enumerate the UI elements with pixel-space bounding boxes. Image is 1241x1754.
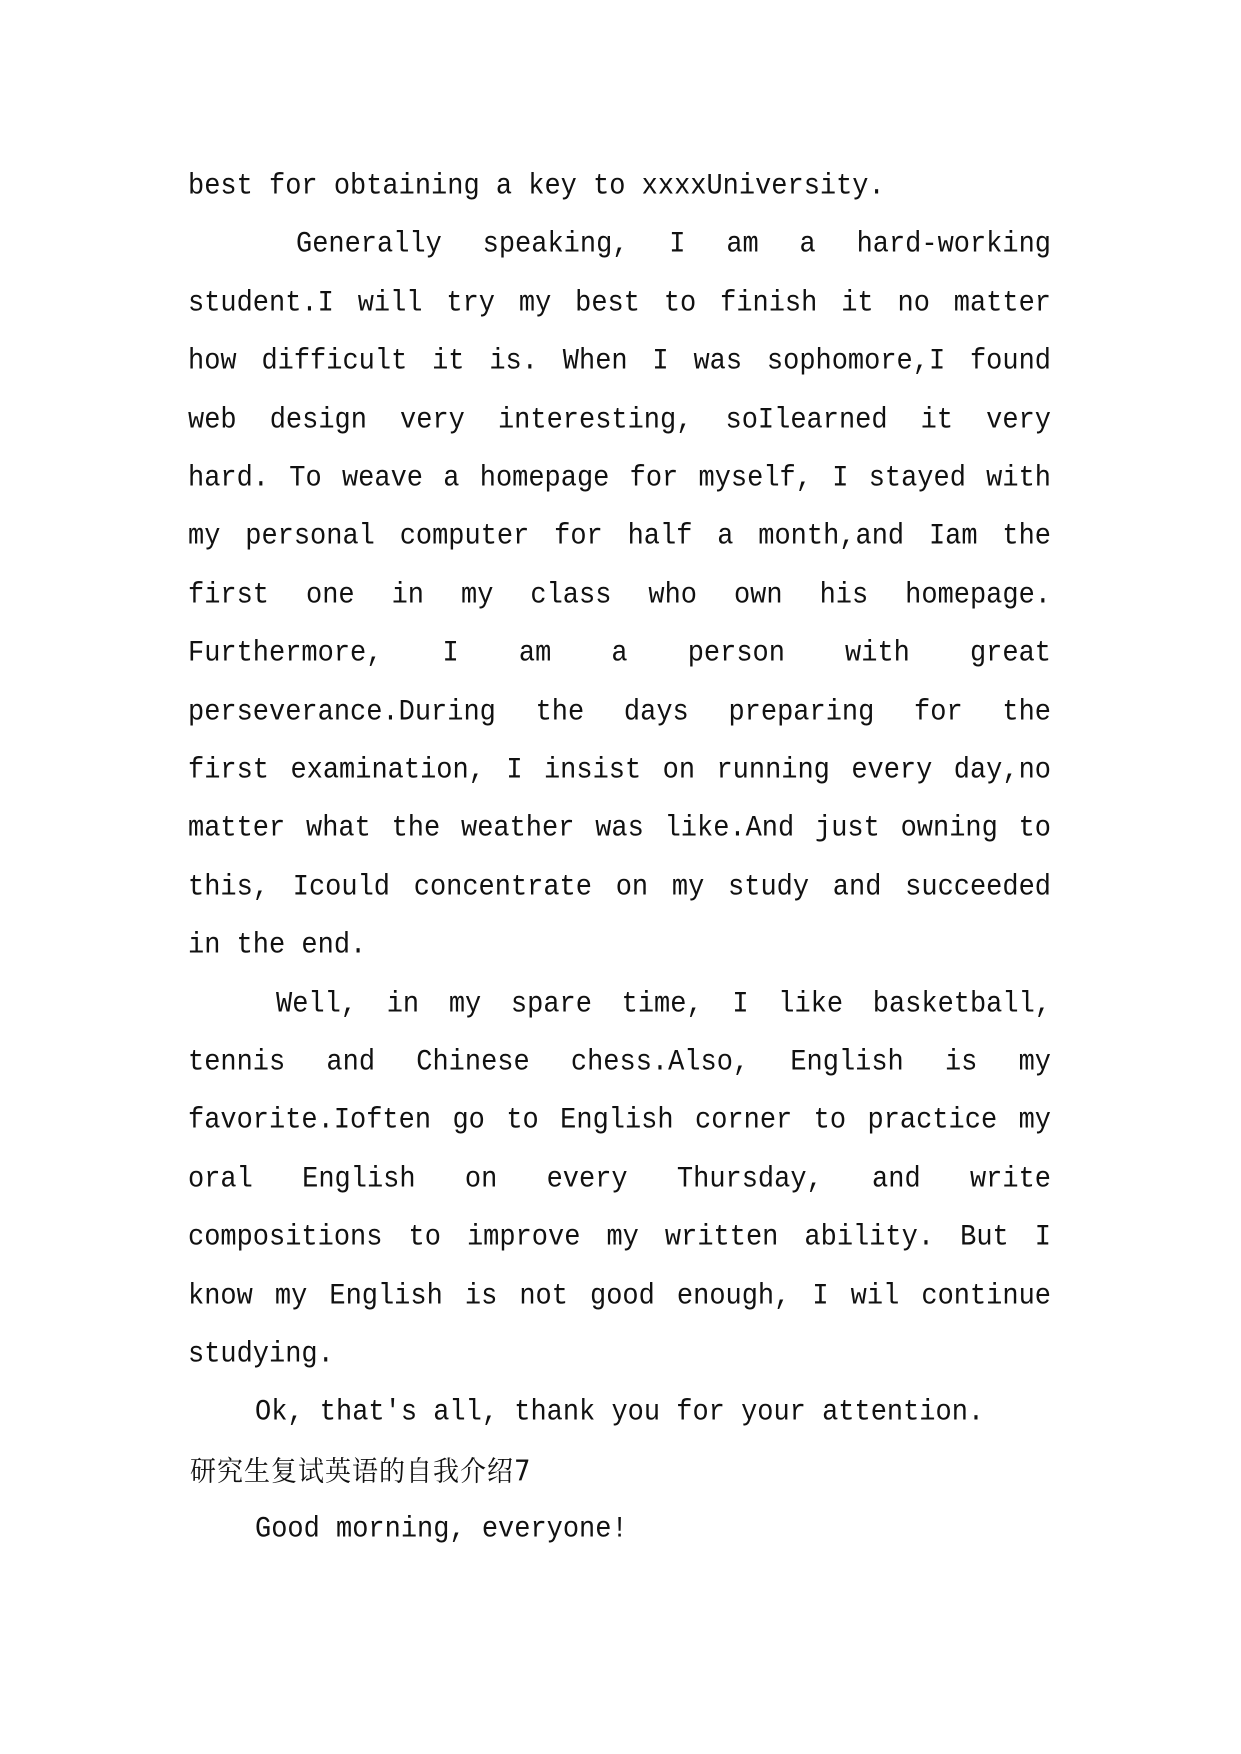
text-line: compositions to improve my written ability. But I [188, 1221, 1051, 1255]
text-line: in the end. [188, 929, 367, 963]
text-line: Generally speaking, I am a hard-working [296, 229, 1051, 262]
text-line: Well, in my spare time, I like basketball, [276, 988, 1051, 1021]
text-line: this, Icould concentrate on my study and succeeded [188, 871, 1051, 904]
text-line: perseverance.During the days preparing for the [188, 696, 1051, 729]
text-line: my personal computer for half a month,and Iam the [188, 521, 1051, 554]
text-line: matter what the weather was like.And just owning to [188, 813, 1051, 846]
section-heading: 研究生复试英语的自我介绍7 [190, 1455, 532, 1488]
text-line: first examination, I insist on running every day,no [188, 754, 1051, 788]
text-line: best for obtaining a key to xxxxUniversity. [188, 170, 885, 204]
text-line: know my English is not good enough, I wil continue [188, 1280, 1051, 1313]
text-line: Good morning, everyone! [255, 1513, 628, 1547]
text-line: tennis and Chinese chess.Also, English is my [188, 1046, 1051, 1080]
text-line: hard. To weave a homepage for myself, I stayed with [188, 462, 1051, 496]
text-line: Furthermore, I am a person with great [188, 637, 1051, 671]
text-line: favorite.Ioften go to English corner to practice my [188, 1105, 1051, 1138]
text-line: Ok, that's all, thank you for your attention. [255, 1397, 985, 1430]
text-line: studying. [188, 1338, 334, 1372]
text-line: web design very interesting, soIlearned it very [188, 404, 1051, 437]
text-line: student.I will try my best to finish it no matter [188, 287, 1051, 320]
text-line: how difficult it is. When I was sophomore,I found [188, 345, 1051, 379]
text-line: first one in my class who own his homepage. [188, 579, 1051, 612]
text-line: oral English on every Thursday, and write [188, 1163, 1051, 1196]
